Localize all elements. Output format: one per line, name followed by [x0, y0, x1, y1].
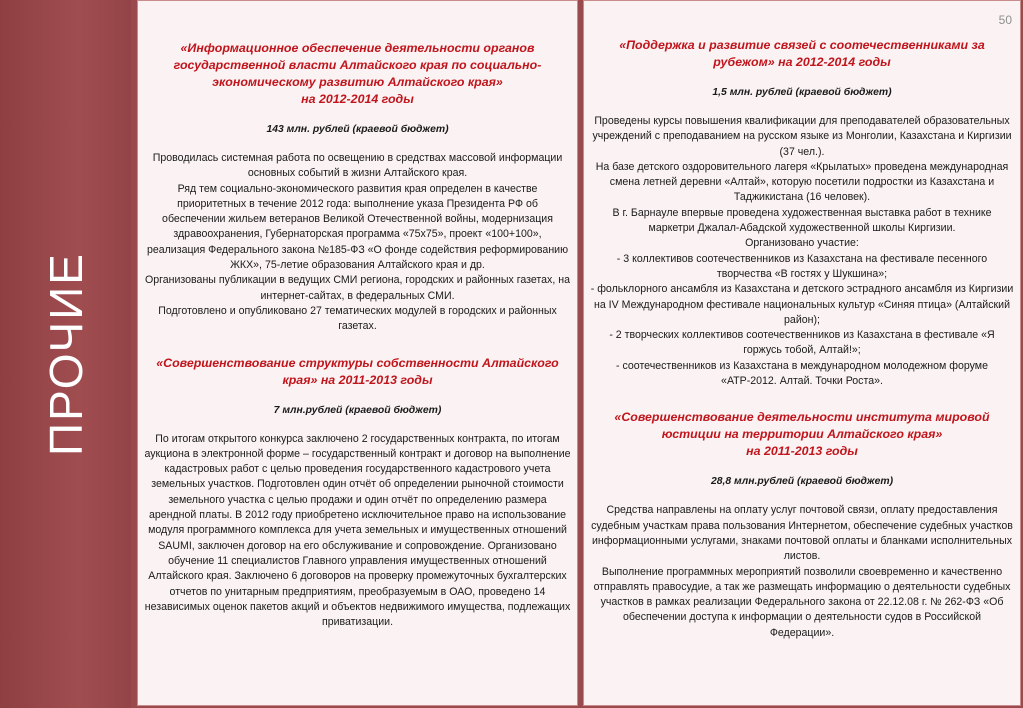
paragraph: Выполнение программных мероприятий позволили своевременно и качественно отправлять правосудие, а так же размещать информацию о деятельности судебных участков в рамках реализации Федерального закона от 22.12.08 г. № 262-ФЗ «Об обеспечении доступа к информации о деятельности судов в Российской Федерации».: [593, 565, 1011, 639]
section-title-period: на 2012-2014 годы: [301, 92, 414, 106]
paragraph: В г. Барнауле впервые проведена художественная выставка работ в технике маркетри Джалал-Абадской художественной школы Киргизии.: [612, 206, 992, 235]
paragraph: Ряд тем социально-экономического развития края определен в качестве приоритетных в течение 2012 года: выполнение указа Президента РФ об обеспечении жильем ветеранов Великой Отечественной войны, модернизация здравоохранения, Губернаторская программа «75х75», проект «100+100», реализация Федерального закона №185-ФЗ «О фонде содействия реформированию ЖКХ», 75-летие образования Алтайского края и др.: [146, 182, 569, 272]
paragraph: - соотечественников из Казахстана в международном молодежном форуме «АТР-2012. Алтай. Точки Роста».: [616, 359, 988, 388]
section-title: «Поддержка и развитие связей с соотечественниками за рубежом» на 2012-2014 годы: [619, 38, 985, 69]
paragraph: По итогам открытого конкурса заключено 2 государственных контракта, по итогам аукциона в электронной форме – государственный контракт и договор на выполнение кадастровых работ с целью проведения государственного кадастрового учета земельных участков. Подготовлен один отчёт об определении рыночной стоимости земельного участка с целью продажи и один отчёт по определению размера арендной платы. В 2012 году приобретено исключительное право на использование модуля программного комплекса для учета земельных и имущественных отношений SAUMI, заключен договор на его обслуживание и сопровождение. Организовано обучение 11 специалистов Главного управления имущественных отношений Алтайского края. Заключено 6 договоров на проверку промежуточных бухгалтерских отчетов по унитарным предприятиям, преобразуемым в ОАО, проведено 14 независимых оценок пакетов акций и объектов недвижимого имущества, подлежащих приватизации.: [144, 432, 571, 629]
section-budget: 1,5 млн. рублей (краевой бюджет): [712, 87, 892, 98]
paragraph: Организовано участие:: [745, 237, 859, 250]
section-title: «Совершенствование деятельности института мировой юстиции на территории Алтайского края»: [614, 410, 990, 442]
right-panel: [583, 0, 1021, 706]
paragraph: - фольклорного ансамбля из Казахстана и детского эстрадного ансамбля из Киргизии на IV Международном фестивале национальных культур «Синяя птица» (Алтайский район);: [590, 283, 1014, 326]
sidebar: [0, 0, 131, 708]
paragraph: Проведены курсы повышения квалификации для преподавателей образовательных учреждений с преподаванием на русском языке из Монголии, Казахстана и Киргизии (37 чел.).: [592, 115, 1012, 158]
section-title: «Информационное обеспечение деятельности органов государственной власти Алтайского края по социально-экономическому развитию Алтайского края»: [173, 41, 542, 89]
left-panel: [137, 0, 578, 706]
section-title: «Совершенствование структуры собственности Алтайского края» на 2011-2013 годы: [156, 355, 559, 387]
sidebar-title: ПРОЧИЕ: [40, 252, 92, 456]
paragraph: Организованы публикации в ведущих СМИ региона, городских и районных газетах, на интернет-сайтах, в федеральных СМИ.: [145, 274, 570, 302]
section-budget: 28,8 млн.рублей (краевой бюджет): [710, 476, 894, 488]
paragraph: Средства направлены на оплату услуг почтовой связи, оплату предоставления судебным участкам права пользования Интернетом, обеспечение судебных участков информационными услугами, знаками почтовой оплаты и бланками исполнительных листов.: [591, 504, 1013, 563]
paragraph: - 3 коллективов соотечественников из Казахстана на фестивале песенного творчества «В гостях у Шукшина»;: [616, 252, 988, 280]
section-budget: 143 млн. рублей (краевой бюджет): [266, 124, 449, 135]
paragraph: Проводилась системная работа по освещению в средствах массовой информации основных событий в жизни Алтайского края.: [152, 152, 563, 180]
section-title-period: на 2011-2013 годы: [746, 444, 858, 459]
section-budget: 7 млн.рублей (краевой бюджет): [273, 404, 442, 416]
paragraph: На базе детского оздоровительного лагеря «Крылатых» проведена международная смена летней деревни «Алтай», которую посетили подростки из Казахстана и Таджикистана (16 человек).: [595, 160, 1009, 204]
page-number: 50: [998, 13, 1012, 27]
paragraph: - 2 творческих коллективов соотечественников из Казахстана в фестивале «Я горжусь тобой, Алтай!»;: [609, 329, 995, 357]
paragraph: Подготовлено и опубликовано 27 тематических модулей в городских и районных газетах.: [158, 304, 557, 333]
